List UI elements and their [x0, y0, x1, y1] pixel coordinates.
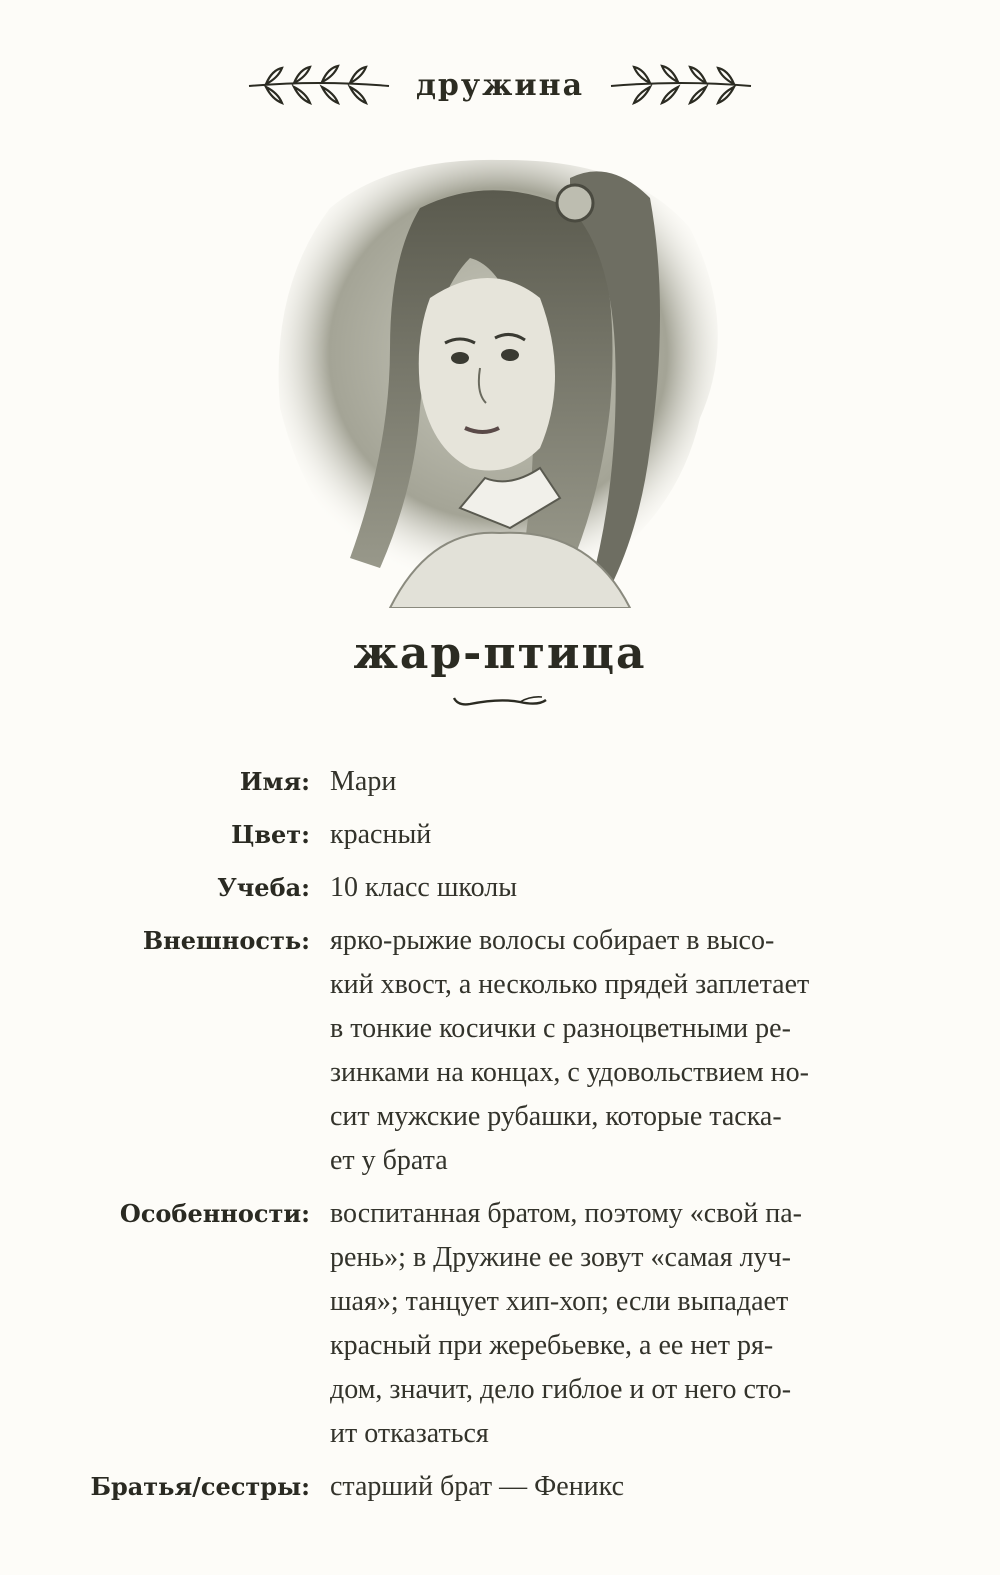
- info-label: Внешность:: [142, 926, 310, 955]
- info-value: старший брат — Феникс: [330, 1471, 624, 1502]
- laurel-branch-icon: [606, 60, 756, 110]
- info-value: красный: [330, 819, 432, 850]
- section-title: дружина: [415, 67, 585, 103]
- swash-flourish-icon: [450, 688, 550, 714]
- info-label: Братья/сестры:: [90, 1472, 310, 1501]
- info-value: воспитанная братом, поэтому «свой па- рень»; в Дружине ее зовут «самая луч- шая»; танцует хип-хоп; если выпадает красный при жеребьевке, а ее нет ря- дом, значит, дело гиблое и от него сто- ит отказаться: [330, 1198, 802, 1449]
- character-info: [0, 760, 1000, 1518]
- info-label: Имя:: [239, 767, 310, 796]
- info-label: Особенности:: [119, 1199, 310, 1228]
- info-label: Цвет:: [231, 820, 310, 849]
- info-value: 10 класс школы: [330, 872, 518, 903]
- portrait-illustration: [270, 148, 730, 608]
- page-header: [0, 55, 1000, 115]
- info-row-name: [0, 760, 1000, 804]
- info-row-study: [0, 866, 1000, 910]
- info-value: ярко-рыжие волосы собирает в высо- кий хвост, а несколько прядей заплетает в тонкие косички с разноцветными ре- зинками на концах, с удовольствием но- сит мужские рубашки, которые таска- ет у брата: [330, 925, 810, 1176]
- info-row-appearance: [0, 919, 1000, 1183]
- info-row-siblings: [0, 1465, 1000, 1509]
- info-row-features: [0, 1192, 1000, 1456]
- info-value: Мари: [330, 766, 397, 797]
- info-row-color: [0, 813, 1000, 857]
- character-title: жар-птица: [353, 628, 647, 679]
- info-label: Учеба:: [217, 873, 310, 902]
- laurel-branch-icon: [244, 60, 394, 110]
